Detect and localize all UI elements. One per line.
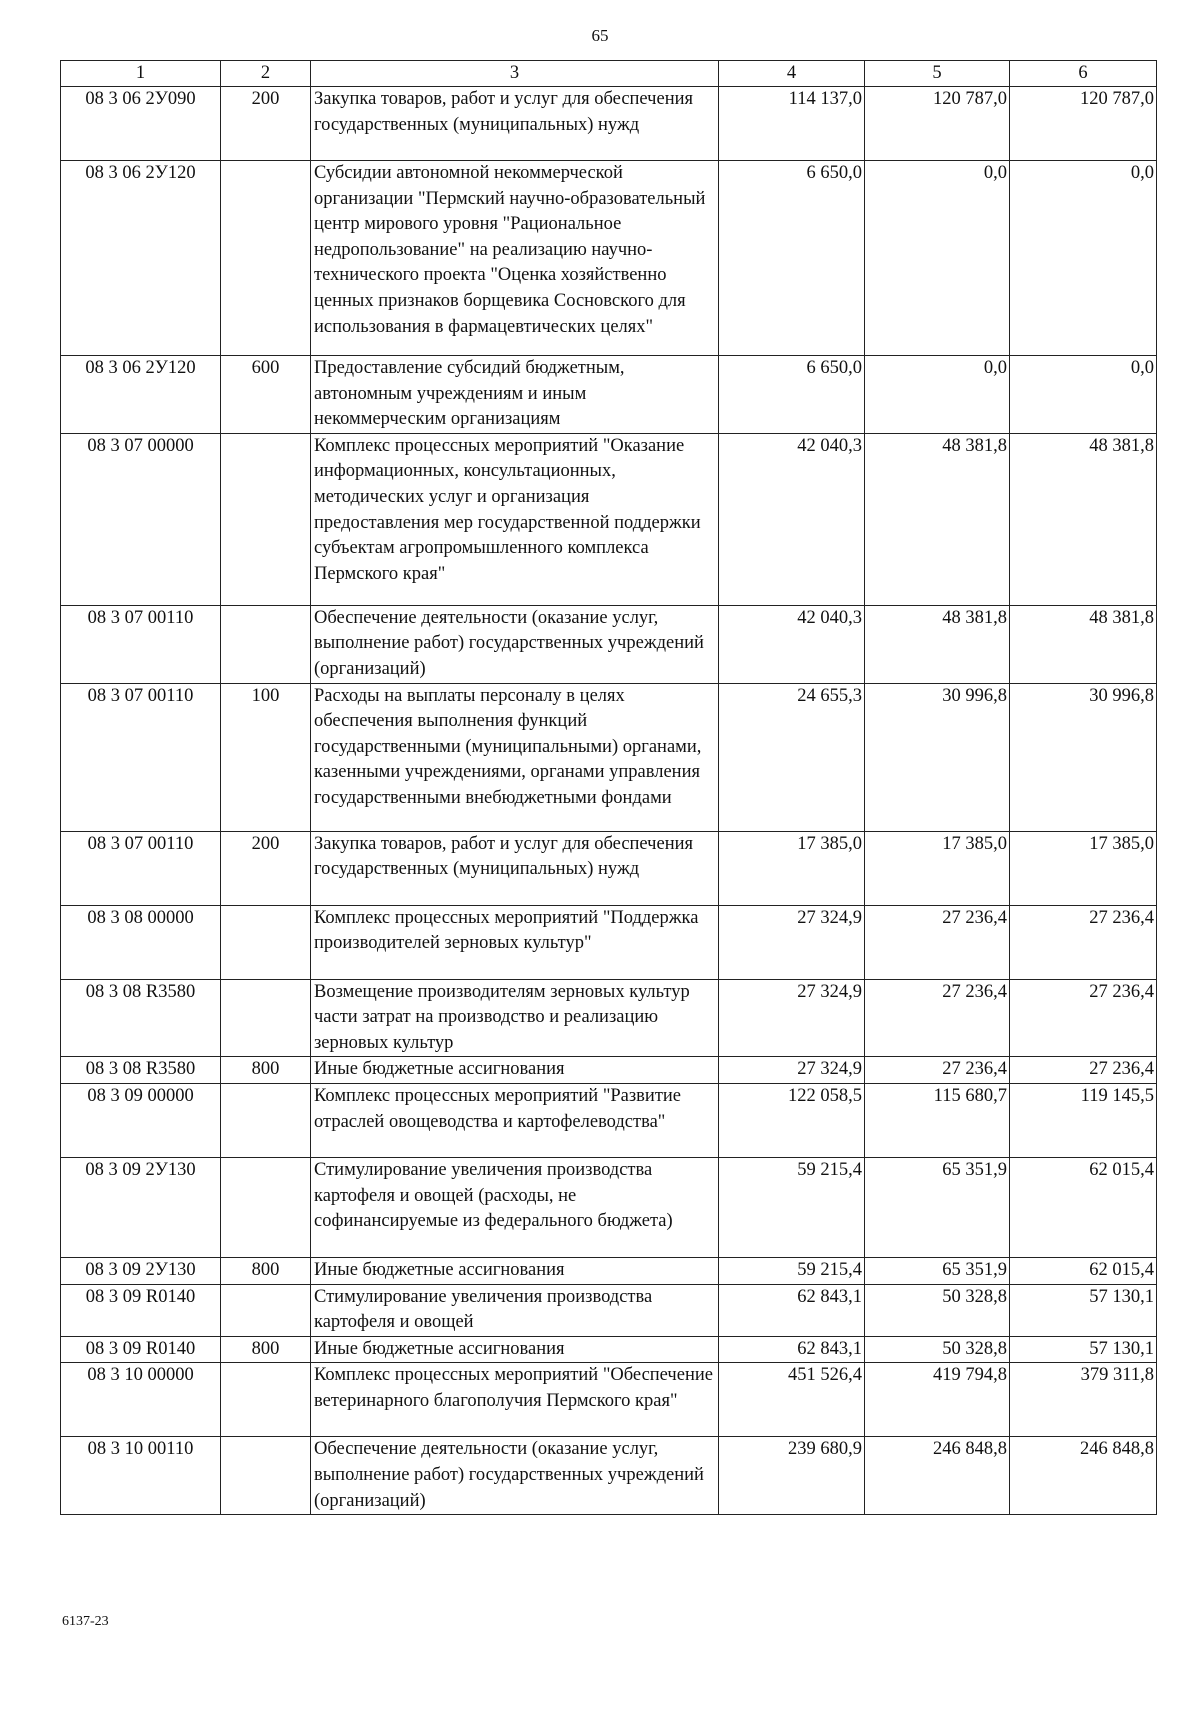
cell-value-1: 6 650,0 (719, 161, 865, 356)
cell-name: Комплекс процессных мероприятий "Развитие отраслей овощеводства и картофелеводства" (311, 1083, 719, 1157)
cell-value-1: 27 324,9 (719, 905, 865, 979)
cell-name: Комплекс процессных мероприятий "Оказание информационных, консультационных, методических услуг и организация предоставления мер государственной поддержки субъектам агропромышленного комплекса Пермского края" (311, 433, 719, 605)
cell-kvr (221, 1157, 311, 1257)
header-col-1: 1 (61, 61, 221, 87)
footer-code: 6137-23 (62, 1614, 109, 1629)
cell-code: 08 3 10 00000 (61, 1363, 221, 1437)
cell-value-3: 27 236,4 (1010, 905, 1157, 979)
header-col-3: 3 (311, 61, 719, 87)
cell-name: Возмещение производителям зерновых культур части затрат на производство и реализацию зерновых культур (311, 979, 719, 1057)
cell-kvr: 100 (221, 683, 311, 831)
cell-value-2: 419 794,8 (865, 1363, 1010, 1437)
cell-code: 08 3 08 00000 (61, 905, 221, 979)
cell-kvr: 800 (221, 1257, 311, 1284)
cell-kvr: 600 (221, 356, 311, 434)
cell-name: Обеспечение деятельности (оказание услуг, выполнение работ) государственных учреждений (организаций) (311, 605, 719, 683)
cell-value-1: 6 650,0 (719, 356, 865, 434)
cell-kvr: 800 (221, 1057, 311, 1084)
cell-name: Иные бюджетные ассигнования (311, 1336, 719, 1363)
cell-code: 08 3 07 00110 (61, 605, 221, 683)
cell-kvr: 800 (221, 1336, 311, 1363)
cell-value-3: 48 381,8 (1010, 605, 1157, 683)
cell-value-1: 451 526,4 (719, 1363, 865, 1437)
cell-value-3: 57 130,1 (1010, 1284, 1157, 1336)
cell-value-2: 115 680,7 (865, 1083, 1010, 1157)
header-row (61, 61, 1157, 87)
header-col-5: 5 (865, 61, 1010, 87)
cell-value-1: 42 040,3 (719, 605, 865, 683)
cell-value-1: 62 843,1 (719, 1284, 865, 1336)
table-body (61, 87, 1157, 1515)
cell-value-2: 27 236,4 (865, 905, 1010, 979)
cell-code: 08 3 07 00000 (61, 433, 221, 605)
cell-value-2: 48 381,8 (865, 605, 1010, 683)
cell-value-1: 27 324,9 (719, 1057, 865, 1084)
cell-value-3: 379 311,8 (1010, 1363, 1157, 1437)
cell-kvr (221, 161, 311, 356)
cell-value-1: 122 058,5 (719, 1083, 865, 1157)
cell-code: 08 3 09 00000 (61, 1083, 221, 1157)
table-row (61, 683, 1157, 831)
cell-value-3: 17 385,0 (1010, 831, 1157, 905)
cell-name: Расходы на выплаты персоналу в целях обеспечения выполнения функций государственными (муниципальными) органами, казенными учреждениями, органами управления государственными внебюджетными фондами (311, 683, 719, 831)
header-col-2: 2 (221, 61, 311, 87)
header-col-4: 4 (719, 61, 865, 87)
cell-kvr (221, 1363, 311, 1437)
cell-value-3: 246 848,8 (1010, 1437, 1157, 1515)
cell-value-3: 48 381,8 (1010, 433, 1157, 605)
cell-value-1: 42 040,3 (719, 433, 865, 605)
cell-value-2: 246 848,8 (865, 1437, 1010, 1515)
cell-value-2: 0,0 (865, 356, 1010, 434)
table-row (61, 1157, 1157, 1257)
cell-value-1: 24 655,3 (719, 683, 865, 831)
table-row (61, 605, 1157, 683)
cell-code: 08 3 08 R3580 (61, 979, 221, 1057)
cell-value-2: 65 351,9 (865, 1257, 1010, 1284)
table-row (61, 1336, 1157, 1363)
cell-name: Закупка товаров, работ и услуг для обеспечения государственных (муниципальных) нужд (311, 831, 719, 905)
cell-kvr (221, 605, 311, 683)
cell-name: Стимулирование увеличения производства картофеля и овощей (311, 1284, 719, 1336)
cell-name: Комплекс процессных мероприятий "Поддержка производителей зерновых культур" (311, 905, 719, 979)
cell-code: 08 3 06 2У120 (61, 161, 221, 356)
cell-kvr (221, 1284, 311, 1336)
budget-table (60, 60, 1157, 1515)
cell-value-3: 119 145,5 (1010, 1083, 1157, 1157)
cell-value-2: 27 236,4 (865, 979, 1010, 1057)
cell-value-1: 239 680,9 (719, 1437, 865, 1515)
cell-name: Предоставление субсидий бюджетным, автономным учреждениям и иным некоммерческим организациям (311, 356, 719, 434)
table-row (61, 1083, 1157, 1157)
cell-value-3: 30 996,8 (1010, 683, 1157, 831)
table-row (61, 1057, 1157, 1084)
cell-name: Субсидии автономной некоммерческой организации "Пермский научно-образовательный центр мирового уровня "Рациональное недропользование" на реализацию научно-технического проекта "Оценка хозяйственно ценных признаков борщевика Сосновского для использования в фармацевтических целях" (311, 161, 719, 356)
table-row (61, 831, 1157, 905)
table-row (61, 1257, 1157, 1284)
cell-kvr (221, 1083, 311, 1157)
cell-name: Иные бюджетные ассигнования (311, 1057, 719, 1084)
cell-kvr (221, 979, 311, 1057)
cell-kvr: 200 (221, 87, 311, 161)
cell-name: Обеспечение деятельности (оказание услуг, выполнение работ) государственных учреждений (организаций) (311, 1437, 719, 1515)
cell-value-2: 27 236,4 (865, 1057, 1010, 1084)
cell-kvr (221, 433, 311, 605)
page-number: 65 (591, 26, 609, 45)
cell-value-2: 65 351,9 (865, 1157, 1010, 1257)
cell-code: 08 3 06 2У120 (61, 356, 221, 434)
cell-code: 08 3 09 R0140 (61, 1284, 221, 1336)
cell-value-3: 120 787,0 (1010, 87, 1157, 161)
cell-value-2: 30 996,8 (865, 683, 1010, 831)
cell-code: 08 3 10 00110 (61, 1437, 221, 1515)
table-row (61, 905, 1157, 979)
cell-code: 08 3 08 R3580 (61, 1057, 221, 1084)
cell-code: 08 3 09 2У130 (61, 1257, 221, 1284)
cell-value-3: 27 236,4 (1010, 1057, 1157, 1084)
cell-code: 08 3 06 2У090 (61, 87, 221, 161)
cell-value-1: 59 215,4 (719, 1157, 865, 1257)
cell-name: Иные бюджетные ассигнования (311, 1257, 719, 1284)
cell-code: 08 3 09 2У130 (61, 1157, 221, 1257)
cell-value-3: 0,0 (1010, 356, 1157, 434)
table-row (61, 1437, 1157, 1515)
cell-value-1: 62 843,1 (719, 1336, 865, 1363)
cell-kvr (221, 905, 311, 979)
table-row (61, 433, 1157, 605)
cell-code: 08 3 09 R0140 (61, 1336, 221, 1363)
cell-value-3: 62 015,4 (1010, 1257, 1157, 1284)
cell-value-1: 59 215,4 (719, 1257, 865, 1284)
table-row (61, 1284, 1157, 1336)
cell-kvr (221, 1437, 311, 1515)
table-row (61, 161, 1157, 356)
cell-code: 08 3 07 00110 (61, 831, 221, 905)
cell-value-2: 50 328,8 (865, 1284, 1010, 1336)
table-row (61, 979, 1157, 1057)
cell-value-1: 17 385,0 (719, 831, 865, 905)
cell-value-3: 57 130,1 (1010, 1336, 1157, 1363)
table-row (61, 87, 1157, 161)
cell-value-2: 120 787,0 (865, 87, 1010, 161)
cell-value-2: 50 328,8 (865, 1336, 1010, 1363)
cell-kvr: 200 (221, 831, 311, 905)
cell-name: Закупка товаров, работ и услуг для обеспечения государственных (муниципальных) нужд (311, 87, 719, 161)
header-col-6: 6 (1010, 61, 1157, 87)
cell-value-2: 0,0 (865, 161, 1010, 356)
cell-value-1: 27 324,9 (719, 979, 865, 1057)
cell-value-3: 0,0 (1010, 161, 1157, 356)
table-row (61, 1363, 1157, 1437)
cell-value-2: 48 381,8 (865, 433, 1010, 605)
cell-code: 08 3 07 00110 (61, 683, 221, 831)
cell-name: Стимулирование увеличения производства картофеля и овощей (расходы, не софинансируемые из федерального бюджета) (311, 1157, 719, 1257)
cell-value-3: 27 236,4 (1010, 979, 1157, 1057)
cell-name: Комплекс процессных мероприятий "Обеспечение ветеринарного благополучия Пермского края" (311, 1363, 719, 1437)
table-row (61, 356, 1157, 434)
cell-value-2: 17 385,0 (865, 831, 1010, 905)
cell-value-3: 62 015,4 (1010, 1157, 1157, 1257)
cell-value-1: 114 137,0 (719, 87, 865, 161)
